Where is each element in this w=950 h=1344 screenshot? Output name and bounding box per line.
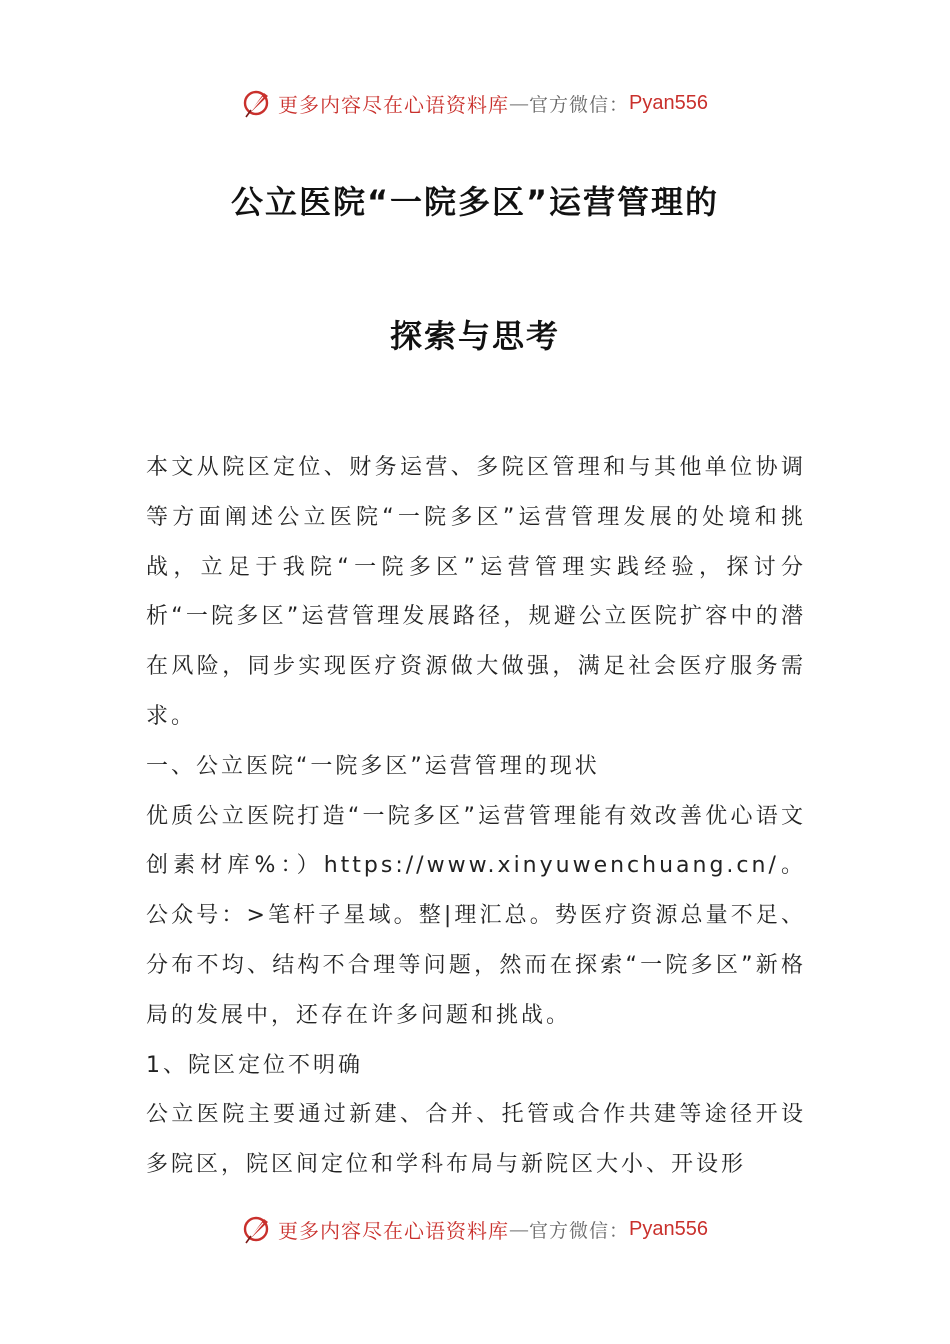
paragraph-status: 优质公立医院打造“一院多区”运营管理能有效改善优心语文创素材库%：）https://www.xinyuwenchuang.cn/。公众号：>笔杆子星域。整|理汇总。势医疗资源总量不足、分布不均、结构不合理等问题，然而在探索“一院多区”新格局的发展中，还存在许多问题和挑战。 (146, 803, 806, 1028)
document-title-line-1: 公立医院“一院多区”运营管理的 (230, 183, 720, 221)
banner-separator: — (509, 1217, 529, 1241)
banner-contact-id: Pyan556 (629, 91, 708, 114)
section-heading-1: 一、公立医院“一院多区”运营管理的现状 (146, 753, 600, 779)
header-banner (0, 83, 950, 123)
footer-banner (0, 1209, 950, 1249)
document-title-line-2: 探索与思考 (389, 317, 560, 355)
banner-separator: — (509, 91, 529, 115)
banner-contact-id: Pyan556 (629, 1217, 708, 1240)
quill-pen-logo-icon (242, 1214, 272, 1244)
document-body (146, 443, 806, 1190)
banner-slogan: 更多内容尽在心语资料库 (278, 92, 509, 117)
subsection-heading-1: 1、院区定位不明确 (146, 1052, 363, 1078)
paragraph-positioning: 公立医院主要通过新建、合并、托管或合作共建等途径开设多院区，院区间定位和学科布局与新院区大小、开设形 (146, 1102, 806, 1178)
banner-contact-label: 官方微信： (529, 93, 630, 116)
banner-slogan: 更多内容尽在心语资料库 (278, 1218, 509, 1243)
paragraph-abstract: 本文从院区定位、财务运营、多院区管理和与其他单位协调等方面阐述公立医院“一院多区”运营管理发展的处境和挑战，立足于我院“一院多区”运营管理实践经验，探讨分析“一院多区”运营管理发展路径，规避公立医院扩容中的潜在风险，同步实现医疗资源做大做强，满足社会医疗服务需求。 (146, 455, 806, 729)
banner-contact-label: 官方微信： (529, 1219, 630, 1242)
quill-pen-logo-icon (242, 88, 272, 118)
